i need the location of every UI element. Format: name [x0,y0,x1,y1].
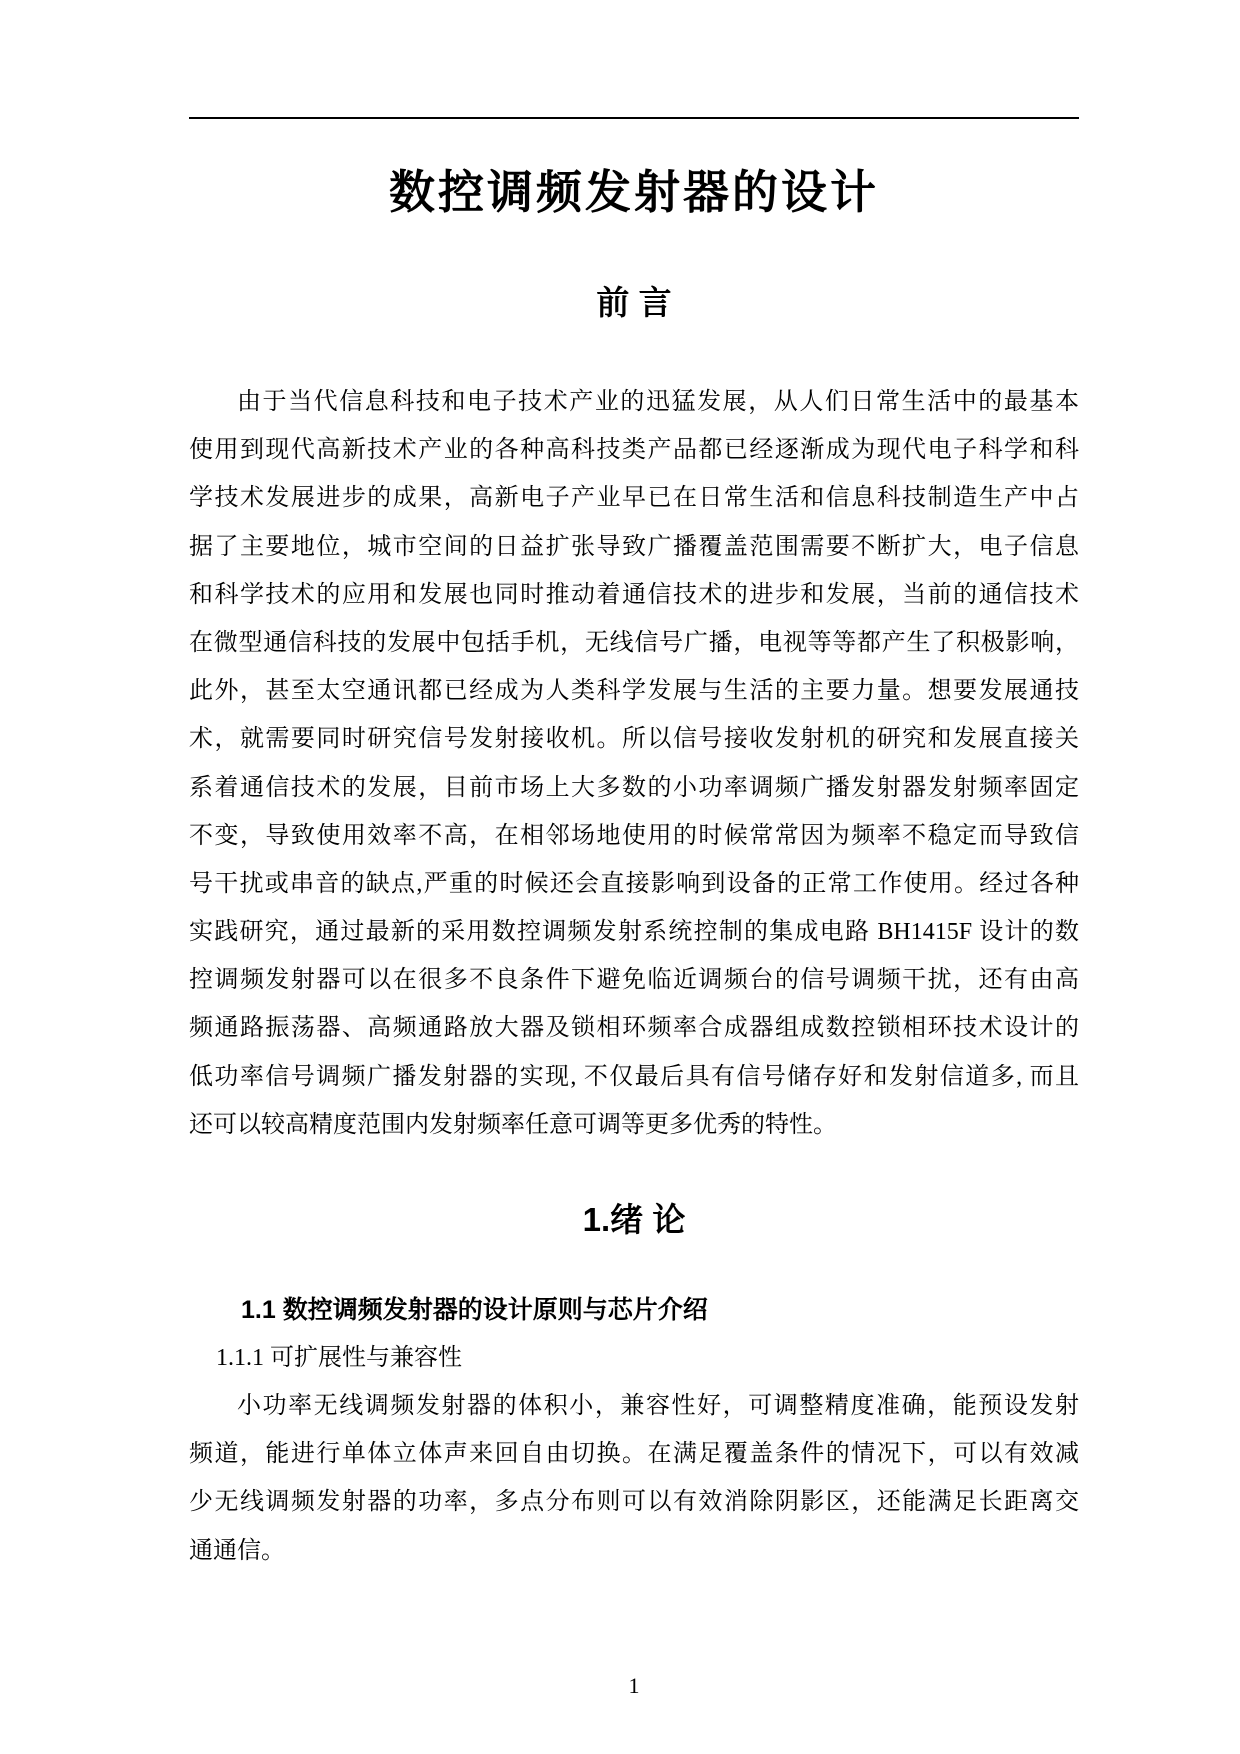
preface-heading: 前 言 [596,284,672,321]
preface-line: 号干扰或串音的缺点,严重的时候还会直接影响到设备的正常工作使用。经过各种 [189,870,1079,897]
preface-line: 和科学技术的应用和发展也同时推动着通信技术的进步和发展，当前的通信技术 [189,581,1079,608]
section-line: 少无线调频发射器的功率，多点分布则可以有效消除阴影区，还能满足长距离交 [189,1489,1079,1516]
section-1-1-1-paragraph [189,1382,1079,1575]
document-title: 数控调频发射器的设计 [389,166,879,218]
preface-line: 使用到现代高新技术产业的各种高科技类产品都已经逐渐成为现代电子科学和科 [189,437,1079,464]
preface-line: 由于当代信息科技和电子技术产业的迅猛发展，从人们日常生活中的最基本 [237,389,1079,415]
section-line: 频道，能进行单体立体声来回自由切换。在满足覆盖条件的情况下，可以有效减 [189,1441,1079,1468]
page-number: 1 [628,1673,640,1698]
preface-line: 实践研究，通过最新的采用数控调频发射系统控制的集成电路 BH1415F 设计的数 [189,919,1079,946]
header-rule [189,117,1079,119]
preface-paragraph [189,378,1079,1149]
preface-line: 还可以较高精度范围内发射频率任意可调等更多优秀的特性。 [189,1111,837,1138]
section-line: 通通信。 [189,1537,285,1564]
preface-line: 在微型通信科技的发展中包括手机，无线信号广播，电视等等都产生了积极影响， [189,629,1079,656]
section-1-1-1-heading: 1.1.1 可扩展性与兼容性 [216,1345,462,1371]
preface-line: 低功率信号调频广播发射器的实现, 不仅最后具有信号储存好和发射信道多, 而且 [189,1063,1079,1090]
preface-line: 系着通信技术的发展，目前市场上大多数的小功率调频广播发射器发射频率固定 [189,774,1079,801]
section-line: 小功率无线调频发射器的体积小，兼容性好，可调整精度准确，能预设发射 [237,1393,1079,1419]
preface-line: 频通路振荡器、高频通路放大器及锁相环频率合成器组成数控锁相环技术设计的 [189,1015,1079,1042]
preface-line: 控调频发射器可以在很多不良条件下避免临近调频台的信号调频干扰，还有由高 [189,967,1079,994]
preface-line: 学技术发展进步的成果，高新电子产业早已在日常生活和信息科技制造生产中占 [189,485,1079,512]
chapter-1-heading: 1.绪 论 [582,1201,686,1238]
preface-line: 术，就需要同时研究信号发射接收机。所以信号接收发射机的研究和发展直接关 [189,726,1079,753]
section-1-1-heading: 1.1 数控调频发射器的设计原则与芯片介绍 [241,1296,708,1324]
preface-line: 此外，甚至太空通讯都已经成为人类科学发展与生活的主要力量。想要发展通技 [189,678,1079,705]
preface-line: 据了主要地位，城市空间的日益扩张导致广播覆盖范围需要不断扩大，电子信息 [189,533,1079,560]
preface-line: 不变，导致使用效率不高，在相邻场地使用的时候常常因为频率不稳定而导致信 [189,822,1079,849]
